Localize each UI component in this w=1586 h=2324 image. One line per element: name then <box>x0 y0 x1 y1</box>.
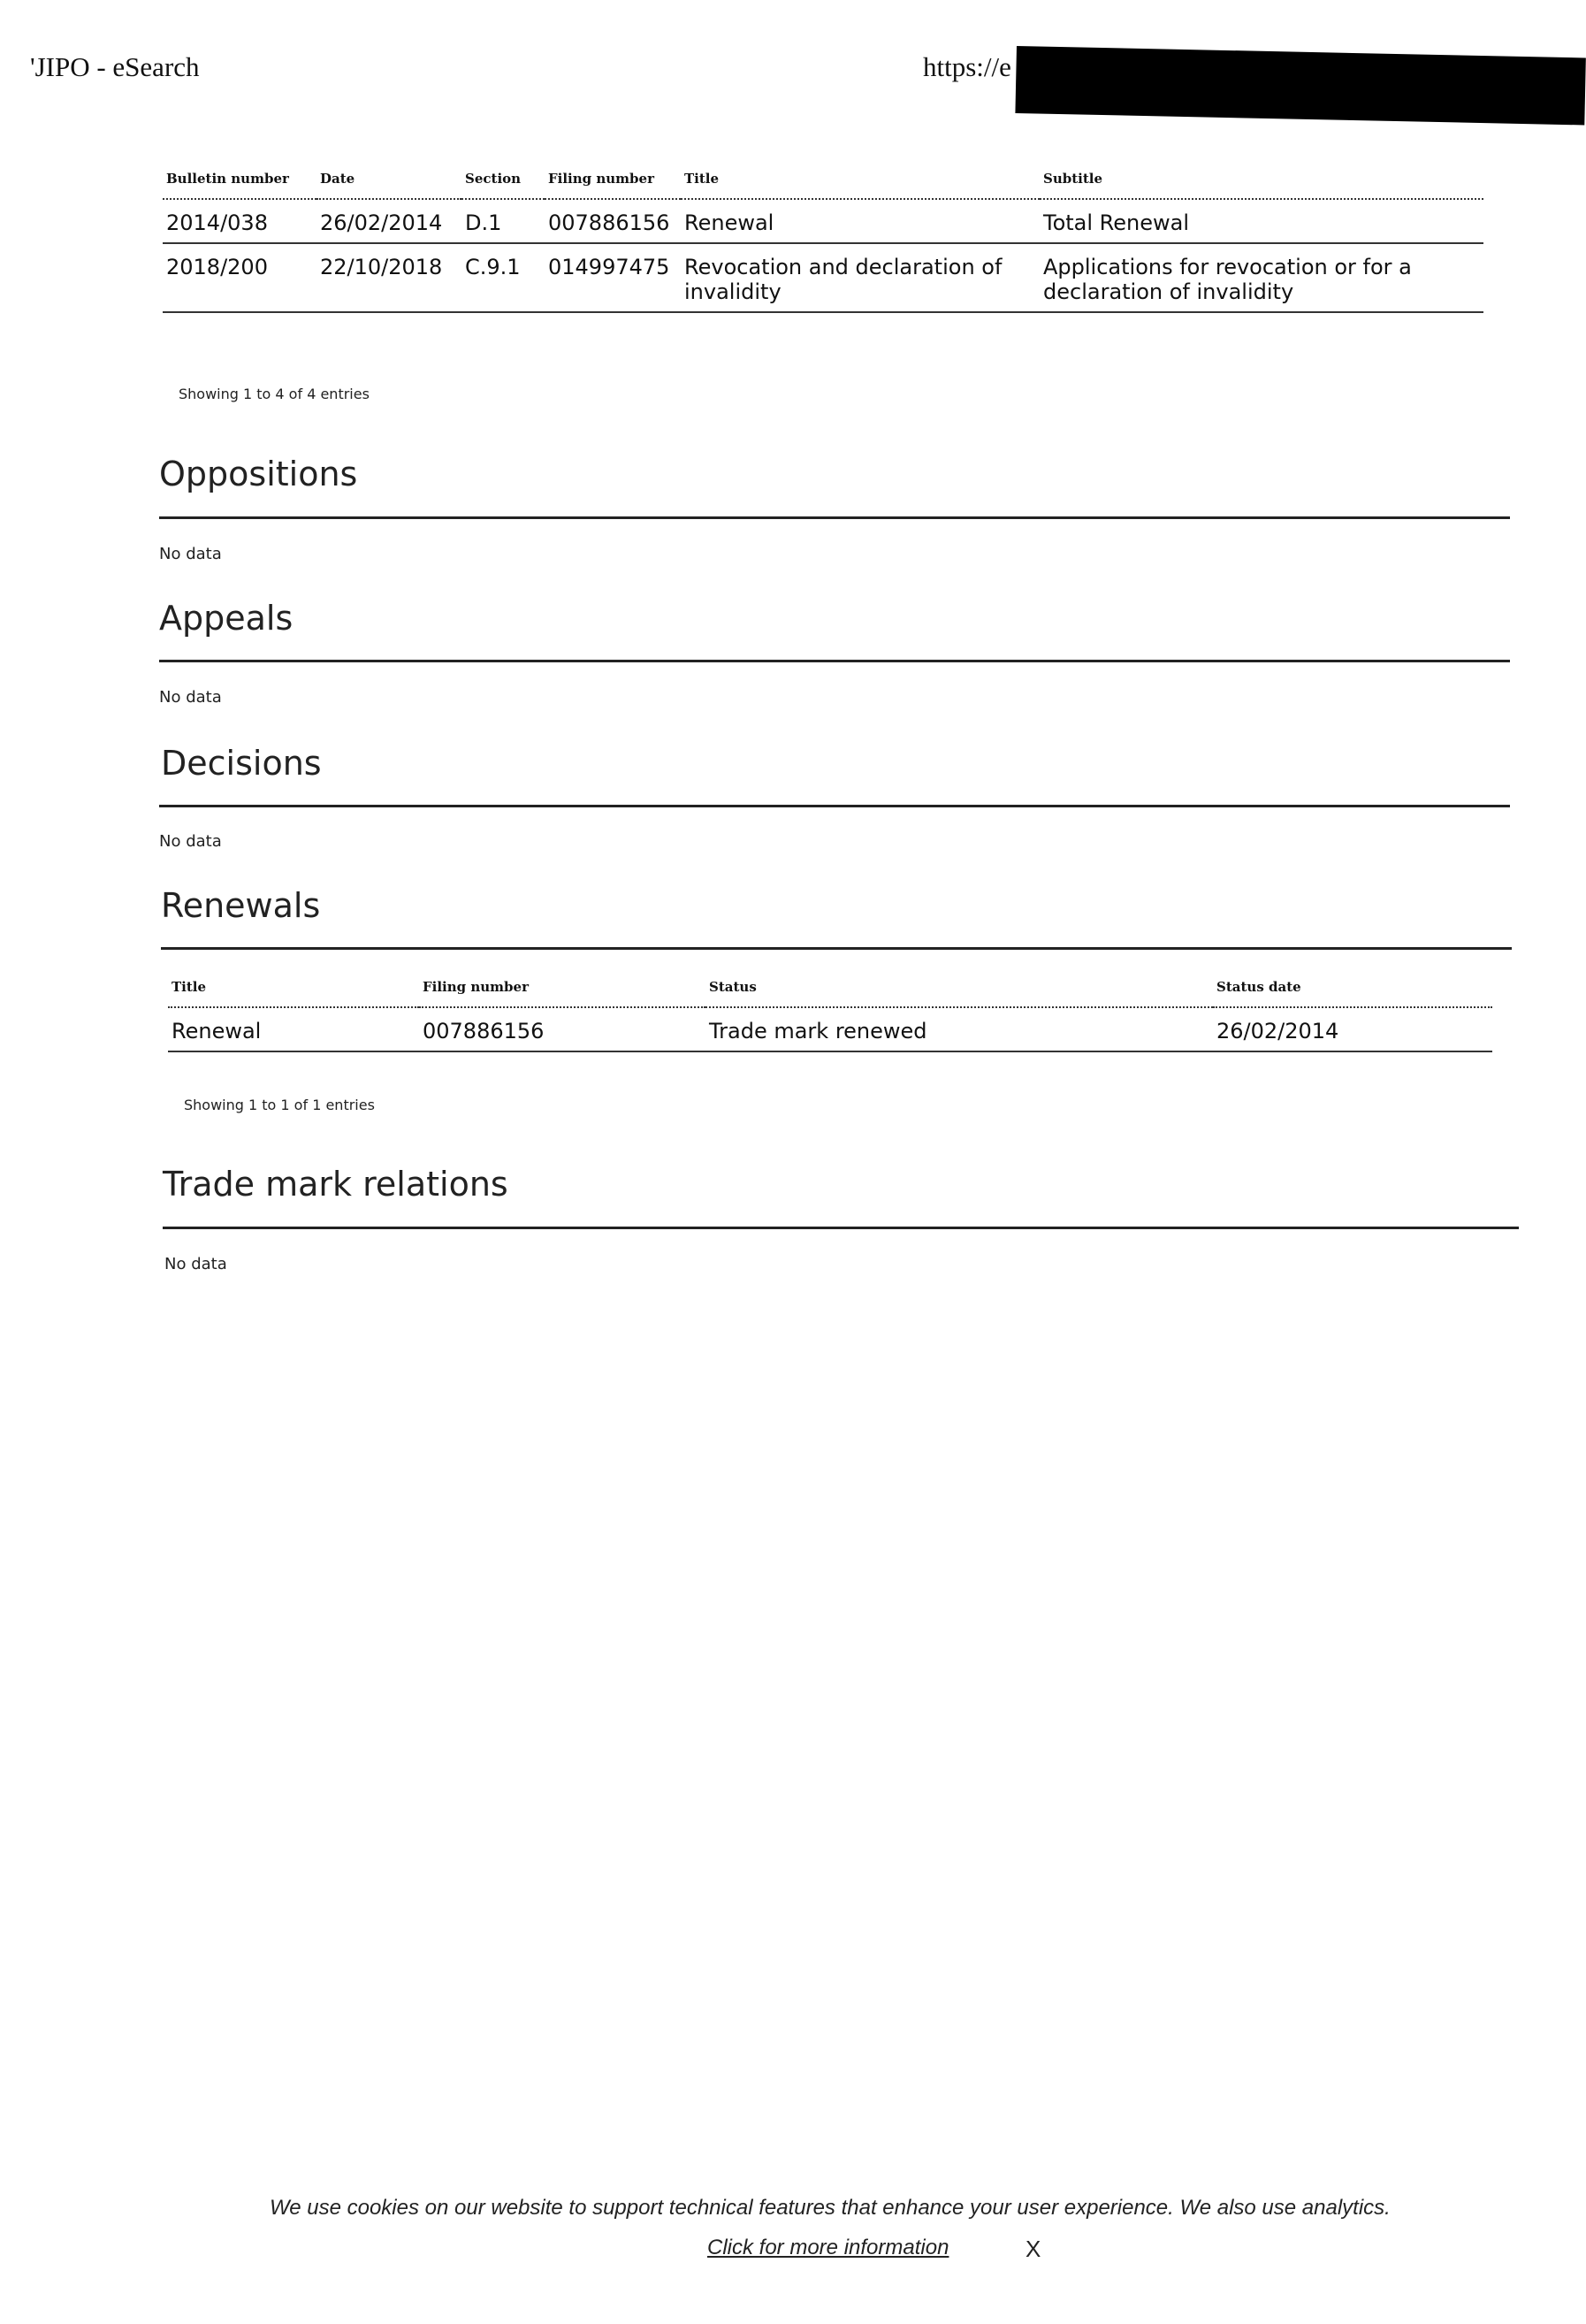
cell-subtitle: Total Renewal <box>1040 199 1483 243</box>
cell-title: Renewal <box>681 199 1040 243</box>
cell-filing-number: 007886156 <box>419 1007 705 1051</box>
column-header[interactable]: Bulletin number <box>163 168 316 199</box>
print-url: https://e <box>923 51 1011 82</box>
section-divider <box>163 1227 1519 1229</box>
cell-subtitle: Applications for revocation or for a declaration of invalidity <box>1040 243 1483 312</box>
column-header[interactable]: Status <box>705 976 1213 1007</box>
section-divider <box>161 947 1512 950</box>
decisions-heading: Decisions <box>161 744 322 783</box>
cell-date: 26/02/2014 <box>316 199 461 243</box>
cell-date: 22/10/2018 <box>316 243 461 312</box>
column-header[interactable]: Subtitle <box>1040 168 1483 199</box>
table-row[interactable] <box>163 243 1483 312</box>
bulletin-table <box>163 168 1483 313</box>
relations-no-data: No data <box>164 1255 227 1273</box>
cell-bulletin-number: 2014/038 <box>163 199 316 243</box>
cookie-banner-text: We use cookies on our website to support technical features that enhance your user experience. We also use analytics. <box>270 2196 1391 2220</box>
cell-filing-number: 014997475 <box>545 243 681 312</box>
appeals-no-data: No data <box>159 688 222 707</box>
appeals-heading: Appeals <box>159 599 294 638</box>
column-header[interactable]: Title <box>168 976 419 1007</box>
table-header-row <box>163 168 1483 199</box>
bulletins-entries-info: Showing 1 to 4 of 4 entries <box>179 386 370 402</box>
renewals-heading: Renewals <box>161 886 321 925</box>
cell-section: D.1 <box>461 199 545 243</box>
print-title: 'JIPO - eSearch <box>30 51 200 82</box>
column-header[interactable]: Title <box>681 168 1040 199</box>
table-row[interactable] <box>168 1007 1492 1051</box>
table-header-row <box>168 976 1492 1007</box>
relations-heading: Trade mark relations <box>163 1165 508 1204</box>
section-divider <box>159 805 1510 807</box>
section-divider <box>159 660 1510 662</box>
cell-status: Trade mark renewed <box>705 1007 1213 1051</box>
section-divider <box>159 516 1510 519</box>
renewals-entries-info: Showing 1 to 1 of 1 entries <box>184 1097 375 1113</box>
cell-title: Revocation and declaration of invalidity <box>681 243 1040 312</box>
redaction-bar <box>1015 46 1585 125</box>
cookie-close-button[interactable]: X <box>1026 2236 1041 2262</box>
decisions-no-data: No data <box>159 832 222 851</box>
column-header[interactable]: Status date <box>1213 976 1492 1007</box>
cell-title: Renewal <box>168 1007 419 1051</box>
cell-section: C.9.1 <box>461 243 545 312</box>
renewals-table <box>168 976 1492 1052</box>
column-header[interactable]: Filing number <box>419 976 705 1007</box>
oppositions-no-data: No data <box>159 545 222 563</box>
cell-bulletin-number: 2018/200 <box>163 243 316 312</box>
column-header[interactable]: Filing number <box>545 168 681 199</box>
column-header[interactable]: Date <box>316 168 461 199</box>
cell-status-date: 26/02/2014 <box>1213 1007 1492 1051</box>
cell-filing-number: 007886156 <box>545 199 681 243</box>
cookie-more-info-link[interactable]: Click for more information <box>707 2236 949 2259</box>
table-row[interactable] <box>163 199 1483 243</box>
column-header[interactable]: Section <box>461 168 545 199</box>
oppositions-heading: Oppositions <box>159 455 358 493</box>
